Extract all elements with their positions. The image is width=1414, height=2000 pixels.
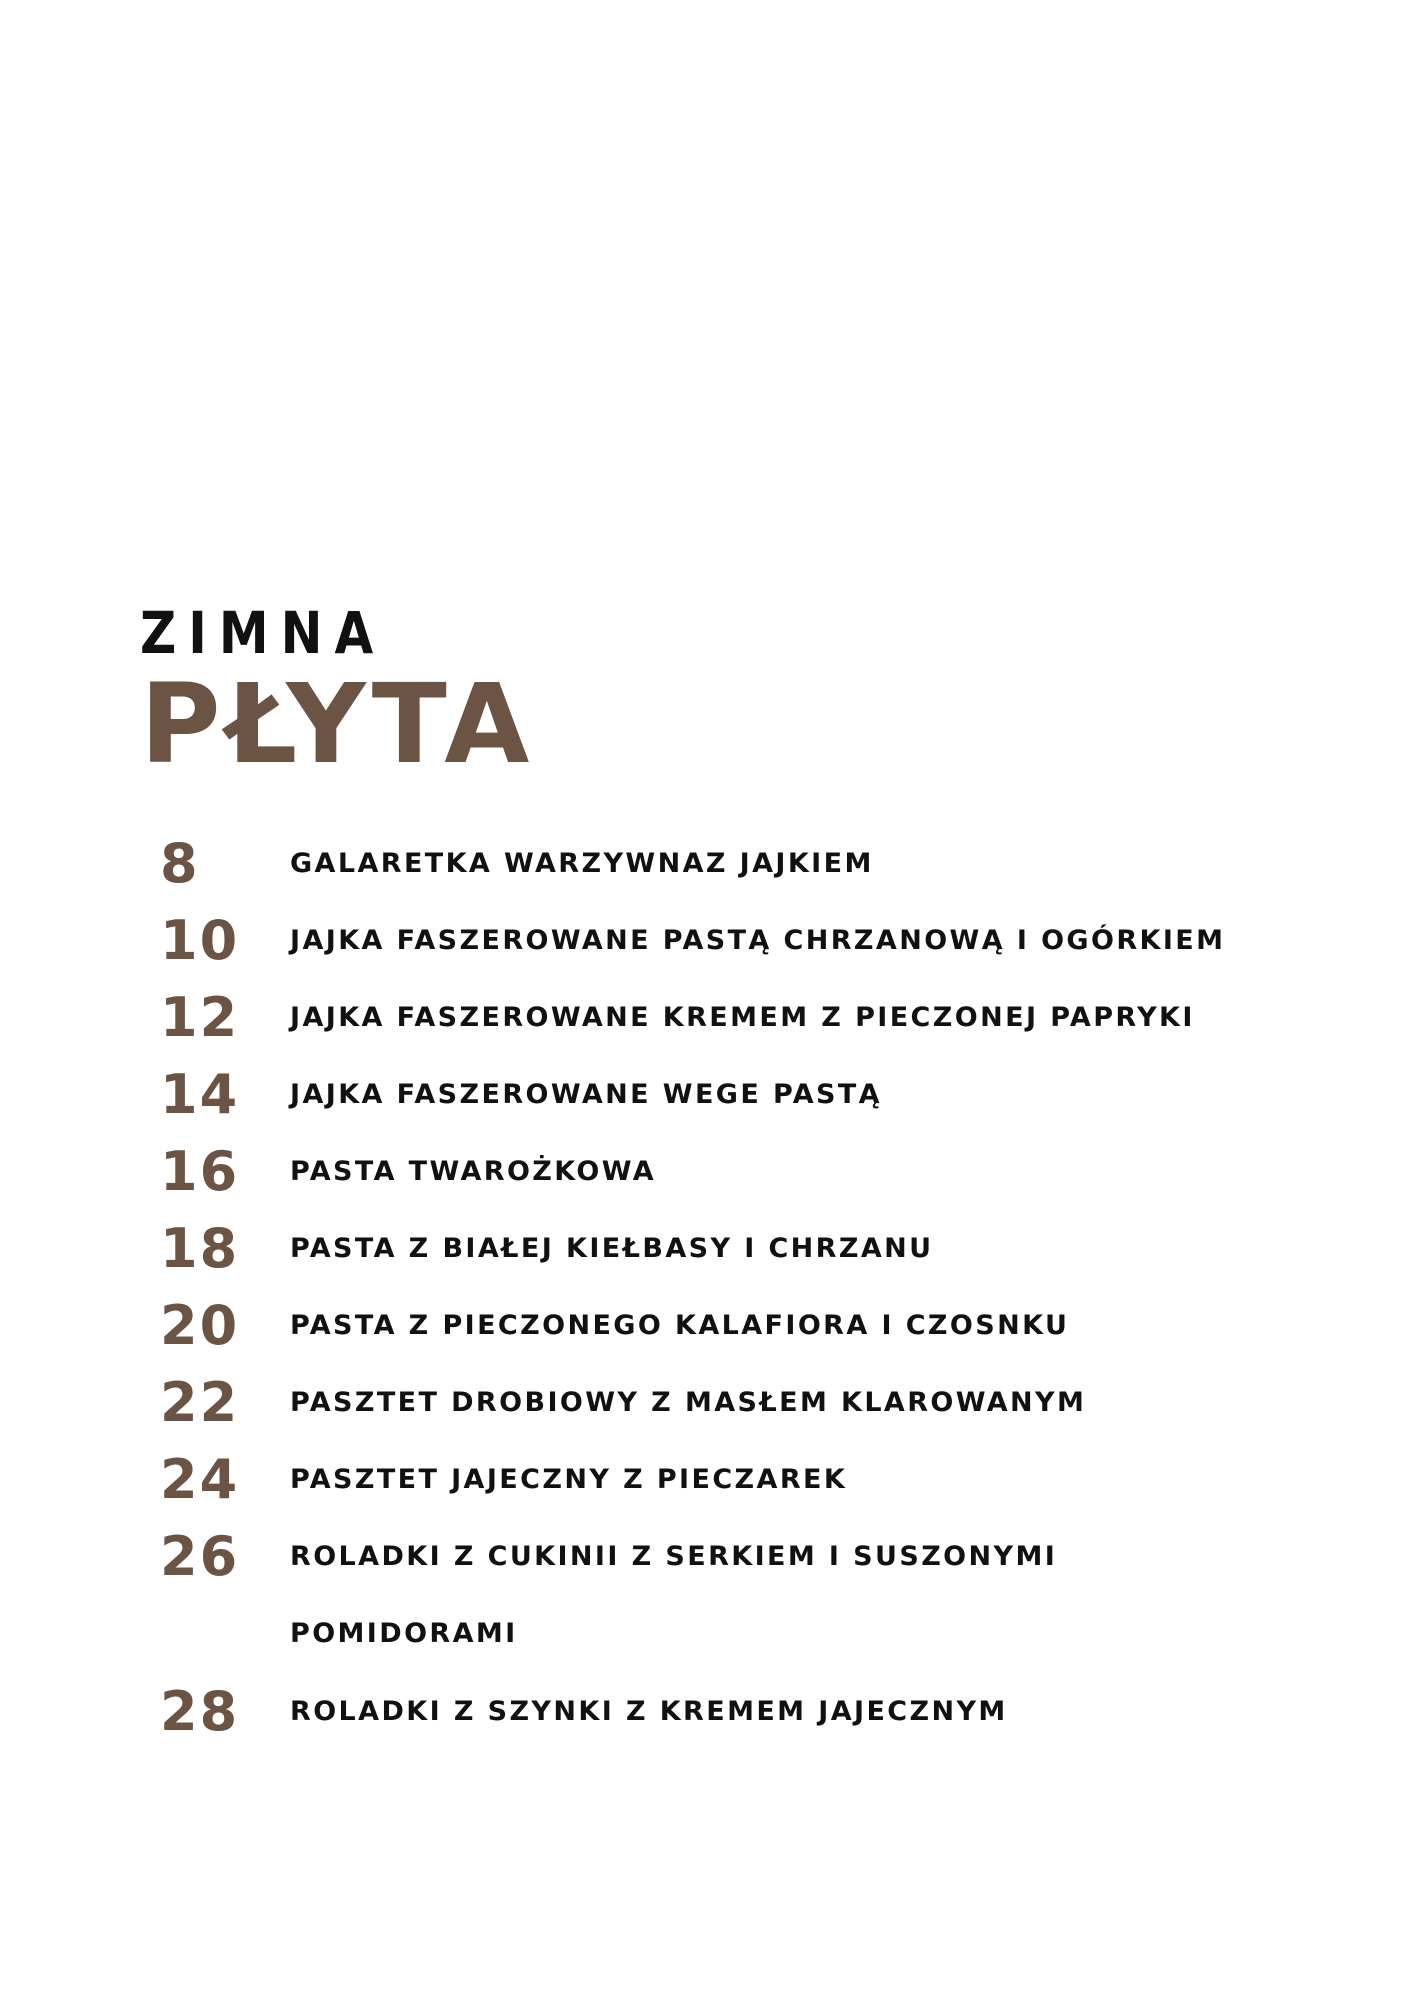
toc-entry-title xyxy=(290,902,1330,979)
toc-entry-title-line: PASTA TWAROŻKOWA xyxy=(290,1156,656,1187)
toc-entry-title-line: JAJKA FASZEROWANE PASTĄ CHRZANOWĄ I OGÓRKIEM xyxy=(290,925,1226,956)
toc-entry-title-line: PASZTET DROBIOWY Z MASŁEM KLAROWANYM xyxy=(290,1387,1087,1418)
toc-entry-title xyxy=(290,1441,1330,1518)
section-title: PŁYTA xyxy=(140,660,536,788)
toc-page-number: 8 xyxy=(160,832,200,895)
toc-entry[interactable] xyxy=(160,825,1340,902)
toc-entry-title-line: PASZTET JAJECZNY Z PIECZAREK xyxy=(290,1464,848,1495)
section-subtitle: ZIMNA xyxy=(140,600,386,667)
toc-entry-title-line: JAJKA FASZEROWANE WEGE PASTĄ xyxy=(290,1079,882,1110)
toc-page-number: 26 xyxy=(160,1525,240,1588)
toc-page-number: 28 xyxy=(160,1680,240,1743)
toc-entry-title xyxy=(290,1287,1330,1364)
toc-entry[interactable] xyxy=(160,1364,1340,1441)
toc-entry-title xyxy=(290,1133,1330,1210)
toc-entry[interactable] xyxy=(160,1441,1340,1518)
table-of-contents xyxy=(160,825,1340,1750)
toc-entry[interactable] xyxy=(160,1133,1340,1210)
toc-entry[interactable] xyxy=(160,1673,1340,1750)
vertical-heading xyxy=(1020,130,1270,780)
toc-entry-title xyxy=(290,1056,1330,1133)
toc-entry-title-line: GALARETKA WARZYWNAZ JAJKIEM xyxy=(290,848,874,879)
toc-entry-title xyxy=(290,1364,1330,1441)
toc-entry[interactable] xyxy=(160,1210,1340,1287)
toc-page-number: 12 xyxy=(160,986,240,1049)
toc-entry-title-line: POMIDORAMI xyxy=(290,1618,518,1649)
toc-page-number: 22 xyxy=(160,1371,240,1434)
toc-page-number: 14 xyxy=(160,1063,240,1126)
toc-entry-title-line: PASTA Z BIAŁEJ KIEŁBASY I CHRZANU xyxy=(290,1233,934,1264)
toc-entry-title-line: PASTA Z PIECZONEGO KALAFIORA I CZOSNKU xyxy=(290,1310,1070,1341)
toc-entry-title-line: ROLADKI Z CUKINII Z SERKIEM I SUSZONYMI xyxy=(290,1541,1058,1572)
toc-entry-title-line: ROLADKI Z SZYNKI Z KREMEM JAJECZNYM xyxy=(290,1696,1008,1727)
toc-page-number: 24 xyxy=(160,1448,240,1511)
toc-entry-title xyxy=(290,1673,1330,1750)
toc-page-number: 10 xyxy=(160,909,240,972)
toc-entry-title-line: JAJKA FASZEROWANE KREMEM Z PIECZONEJ PAPRYKI xyxy=(290,1002,1195,1033)
toc-entry-title xyxy=(290,979,1330,1056)
toc-entry[interactable] xyxy=(160,979,1340,1056)
toc-entry[interactable] xyxy=(160,902,1340,979)
toc-page-number: 20 xyxy=(160,1294,240,1357)
toc-entry-title xyxy=(290,1518,1330,1672)
toc-entry-title xyxy=(290,1210,1330,1287)
toc-entry[interactable] xyxy=(160,1287,1340,1364)
toc-page-number: 16 xyxy=(160,1140,240,1203)
toc-entry[interactable] xyxy=(160,1056,1340,1133)
toc-page-number: 18 xyxy=(160,1217,240,1280)
toc-entry-title xyxy=(290,825,1330,902)
toc-entry[interactable] xyxy=(160,1518,1340,1673)
